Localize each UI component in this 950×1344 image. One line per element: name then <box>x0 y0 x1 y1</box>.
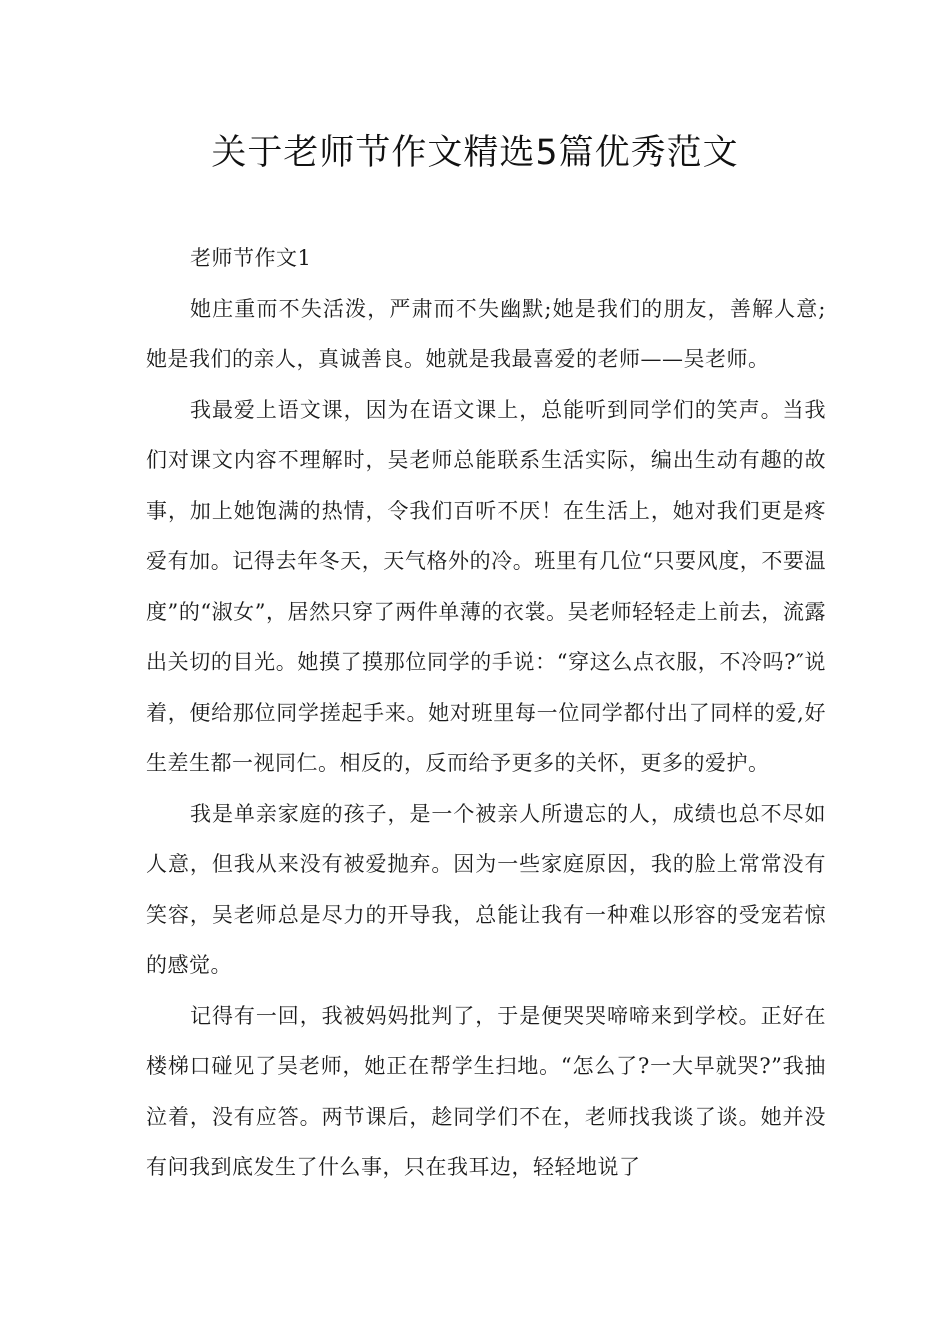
section-heading: 老师节作文1 <box>190 246 312 270</box>
paragraph: 我最爱上语文课，因为在语文课上，总能听到同学们的笑声。当我们对课文内容不理解时，吴老师总能联系生活实际，编出生动有趣的故事，加上她饱满的热情，令我们百听不厌！在生活上，她对我们更是疼爱有加。记得去年冬天，天气格外的冷。班里有几位“只要风度，不要温度”的“淑女”，居然只穿了两件单薄的衣裳。吴老师轻轻走上前去，流露出关切的目光。她摸了摸那位同学的手说：“穿这么点衣服，不冷吗?″说着，便给那位同学搓起手来。她对班里每一位同学都付出了同样的爱,好生差生都一视同仁。相反的，反而给予更多的关怀，更多的爱护。 <box>146 397 826 775</box>
document-body <box>146 233 826 1193</box>
document-title: 关于老师节作文精选5篇优秀范文 <box>211 133 739 173</box>
paragraph: 记得有一回，我被妈妈批判了，于是便哭哭啼啼来到学校。正好在楼梯口碰见了吴老师，她正在帮学生扫地。“怎么了?一大早就哭?”我抽泣着，没有应答。两节课后，趁同学们不在，老师找我谈了谈。她并没有问我到底发生了什么事，只在我耳边，轻轻地说了 <box>146 1003 826 1179</box>
paragraph: 我是单亲家庭的孩子，是一个被亲人所遗忘的人，成绩也总不尽如人意，但我从来没有被爱抛弃。因为一些家庭原因，我的脸上常常没有笑容，吴老师总是尽力的开导我，总能让我有一种难以形容的受宠若惊的感觉。 <box>146 801 826 977</box>
paragraph: 她庄重而不失活泼，严肃而不失幽默;她是我们的朋友，善解人意;她是我们的亲人，真诚善良。她就是我最喜爱的老师——吴老师。 <box>146 296 826 371</box>
